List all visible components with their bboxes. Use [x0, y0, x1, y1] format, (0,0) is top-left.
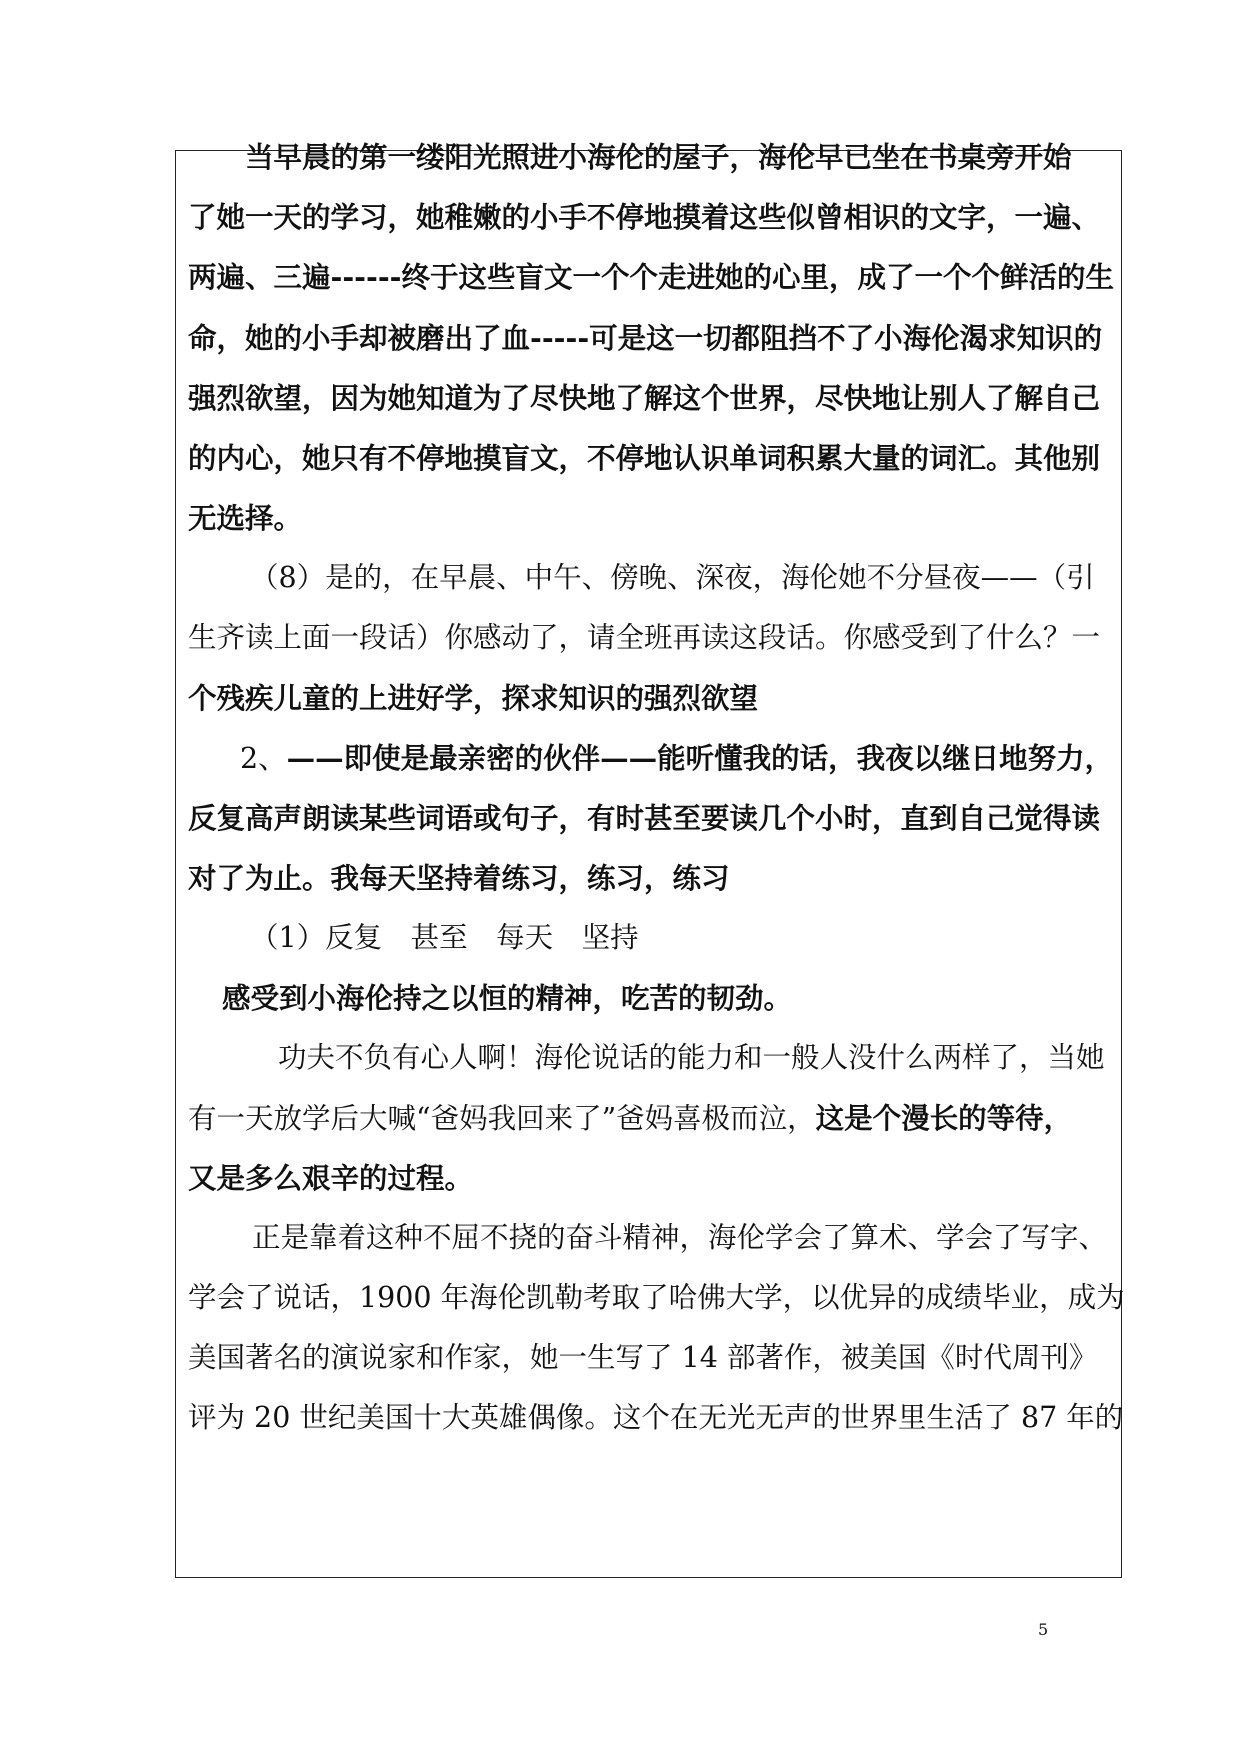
paragraph-line-18: 又是多么艰辛的过程。 [188, 1161, 474, 1195]
paragraph-line-19: 正是靠着这种不屈不挠的奋斗精神，海伦学会了算术、学会了写字、 [252, 1221, 1108, 1254]
quote-text: ——即使是最亲密的伙伴——能听懂我的话，我夜以继日地努力， [286, 741, 1114, 775]
item-number: 2、 [240, 742, 287, 775]
paragraph-line-13: 对了为止。我每天坚持着练习，练习，练习 [188, 861, 730, 895]
paragraph-line-8: （8）是的，在早晨、中午、傍晚、深夜，海伦她不分昼夜——（引 [250, 561, 1095, 594]
paragraph-line-12: 反复高声朗读某些词语或句子，有时甚至要读几个小时，直到自己觉得读 [188, 801, 1101, 835]
paragraph-line-9: 生齐读上面一段话）你感动了，请全班再读这段话。你感受到了什么？一 [188, 621, 1101, 654]
paragraph-line-2: 了她一天的学习，她稚嫩的小手不停地摸着这些似曾相识的文字，一遍、 [188, 200, 1101, 234]
bold-text: 这是个漫长的等待， [815, 1101, 1073, 1135]
paragraph-line-7: 无选择。 [188, 501, 303, 535]
paragraph-line-14: （1）反复 甚至 每天 坚持 [250, 921, 639, 954]
paragraph-line-10: 个残疾儿童的上进好学，探求知识的强烈欲望 [188, 681, 759, 715]
paragraph-line-3: 两遍、三遍------终于这些盲文一个个走进她的心里，成了一个个鲜活的生 [188, 260, 1114, 294]
paragraph-line-21: 美国著名的演说家和作家，她一生写了 14 部著作，被美国《时代周刊》 [188, 1341, 1098, 1374]
paragraph-line-22: 评为 20 世纪美国十大英雄偶像。这个在无光无声的世界里生活了 87 年的 [188, 1401, 1124, 1434]
plain-text: 有一天放学后大喊“爸妈我回来了”爸妈喜极而泣， [188, 1102, 816, 1135]
paragraph-line-17 [188, 1098, 1072, 1139]
paragraph-line-6: 的内心，她只有不停地摸盲文，不停地认识单词积累大量的词汇。其他别 [188, 441, 1101, 475]
paragraph-line-5: 强烈欲望，因为她知道为了尽快地了解这个世界，尽快地让别人了解自己 [188, 381, 1101, 415]
page-number: 5 [1038, 1620, 1049, 1639]
paragraph-line-20: 学会了说话，1900 年海伦凯勒考取了哈佛大学，以优异的成绩毕业，成为 [188, 1281, 1125, 1314]
paragraph-line-1: 当早晨的第一缕阳光照进小海伦的屋子，海伦早已坐在书桌旁开始 [188, 140, 1072, 174]
paragraph-line-4: 命，她的小手却被磨出了血-----可是这一切都阻挡不了小海伦渴求知识的 [188, 321, 1103, 355]
paragraph-line-16: 功夫不负有心人啊！海伦说话的能力和一般人没什么两样了，当她 [278, 1041, 1105, 1074]
paragraph-line-11 [240, 738, 1113, 779]
paragraph-line-15: 感受到小海伦持之以恒的精神，吃苦的韧劲。 [222, 981, 793, 1015]
